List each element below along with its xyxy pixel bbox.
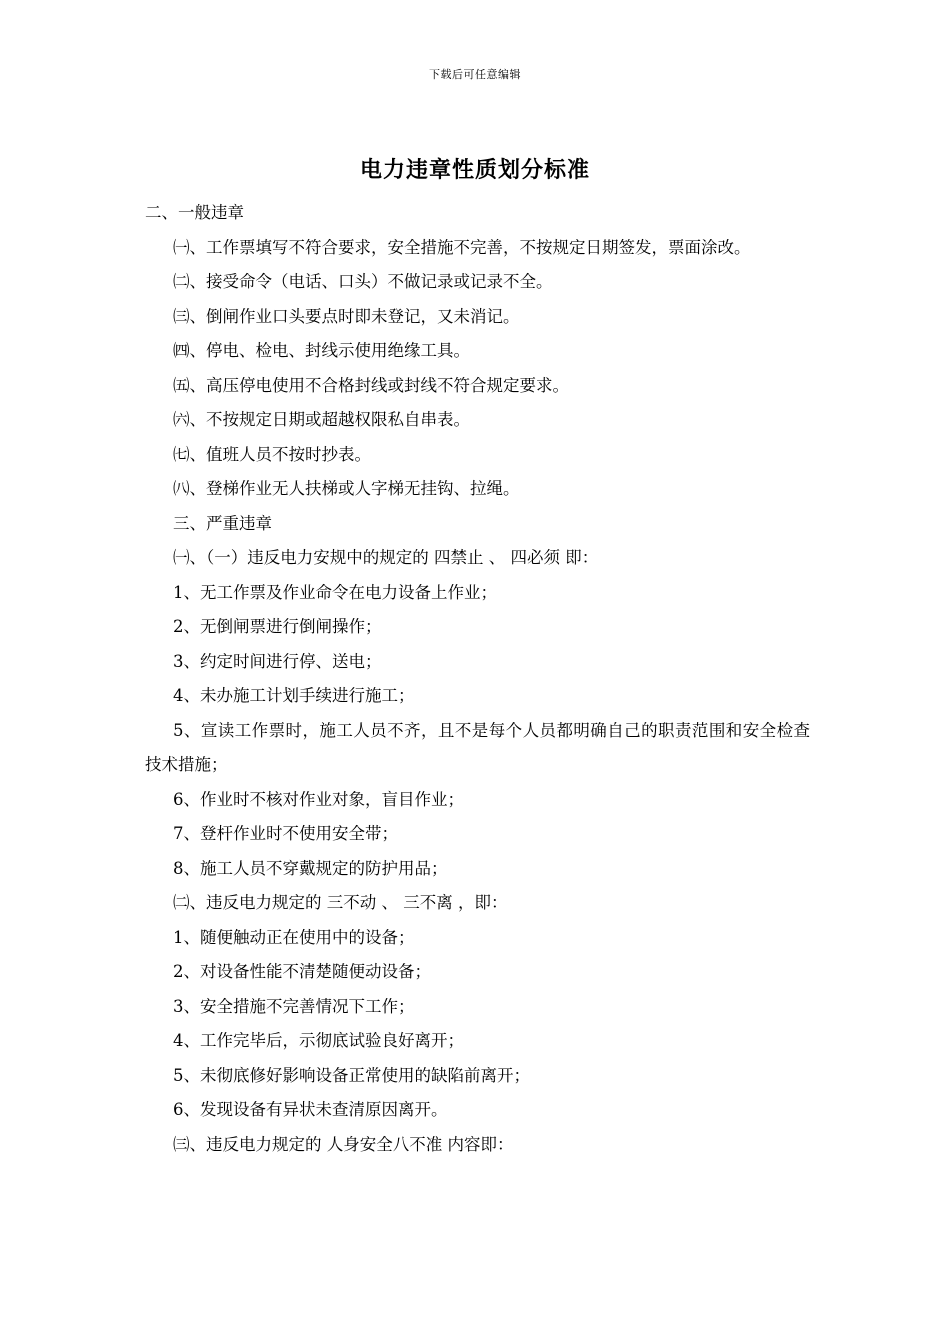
paragraph: ㈣、停电、检电、封线示使用绝缘工具。 — [173, 341, 470, 360]
paragraph: 二、一般违章 — [145, 203, 244, 222]
paragraph: 3、安全措施不完善情况下工作； — [173, 996, 415, 1016]
header-note: 下载后可任意编辑 — [429, 68, 521, 81]
paragraph: ㈦、值班人员不按时抄表。 — [173, 444, 371, 464]
paragraph: 2、对设备性能不清楚随便动设备； — [173, 962, 431, 981]
paragraph: ㈧、登梯作业无人扶梯或人字梯无挂钩、拉绳。 — [173, 479, 520, 498]
paragraph: ㈢、违反电力规定的 人身安全八不准 内容即： — [173, 1134, 514, 1154]
paragraph: 1、随便触动正在使用中的设备； — [173, 927, 415, 947]
paragraph: 7、登杆作业时不使用安全带； — [173, 824, 398, 843]
paragraph: 4、未办施工计划手续进行施工； — [173, 686, 415, 705]
paragraph: ㈢、倒闸作业口头要点时即未登记，又未消记。 — [173, 306, 520, 326]
paragraph: 三、严重违章 — [173, 513, 272, 533]
paragraph: 6、作业时不核对作业对象，盲目作业； — [173, 789, 464, 809]
paragraph: 6、发现设备有异状未查清原因离开。 — [173, 1100, 448, 1119]
document-body — [145, 196, 810, 1162]
paragraph: 1、无工作票及作业命令在电力设备上作业； — [173, 582, 497, 602]
paragraph: ㈡、接受命令（电话、口头）不做记录或记录不全。 — [173, 272, 553, 291]
paragraph: ㈥、不按规定日期或超越权限私自串表。 — [173, 410, 470, 429]
paragraph: 3、约定时间进行停、送电； — [173, 651, 382, 671]
paragraph: 8、施工人员不穿戴规定的防护用品； — [173, 858, 448, 878]
paragraph: 5、未彻底修好影响设备正常使用的缺陷前离开； — [173, 1065, 530, 1085]
paragraph: ㈡、违反电力规定的 三不动 、 三不离 ，即： — [173, 893, 508, 912]
paragraph: ㈠、工作票填写不符合要求，安全措施不完善，不按规定日期签发，票面涂改。 — [173, 237, 751, 257]
paragraph: 4、工作完毕后，示彻底试验良好离开； — [173, 1031, 464, 1050]
paragraph: 5、宣读工作票时，施工人员不齐，且不是每个人员都明确自己的职责范围和安全检查技术措施； — [145, 720, 810, 774]
paragraph: ㈤、高压停电使用不合格封线或封线不符合规定要求。 — [173, 375, 569, 395]
paragraph: 2、无倒闸票进行倒闸操作； — [173, 617, 382, 636]
paragraph: ㈠、（一）违反电力安规中的规定的 四禁止 、 四必须 即： — [173, 548, 599, 567]
document-title: 电力违章性质划分标准 — [359, 157, 590, 183]
